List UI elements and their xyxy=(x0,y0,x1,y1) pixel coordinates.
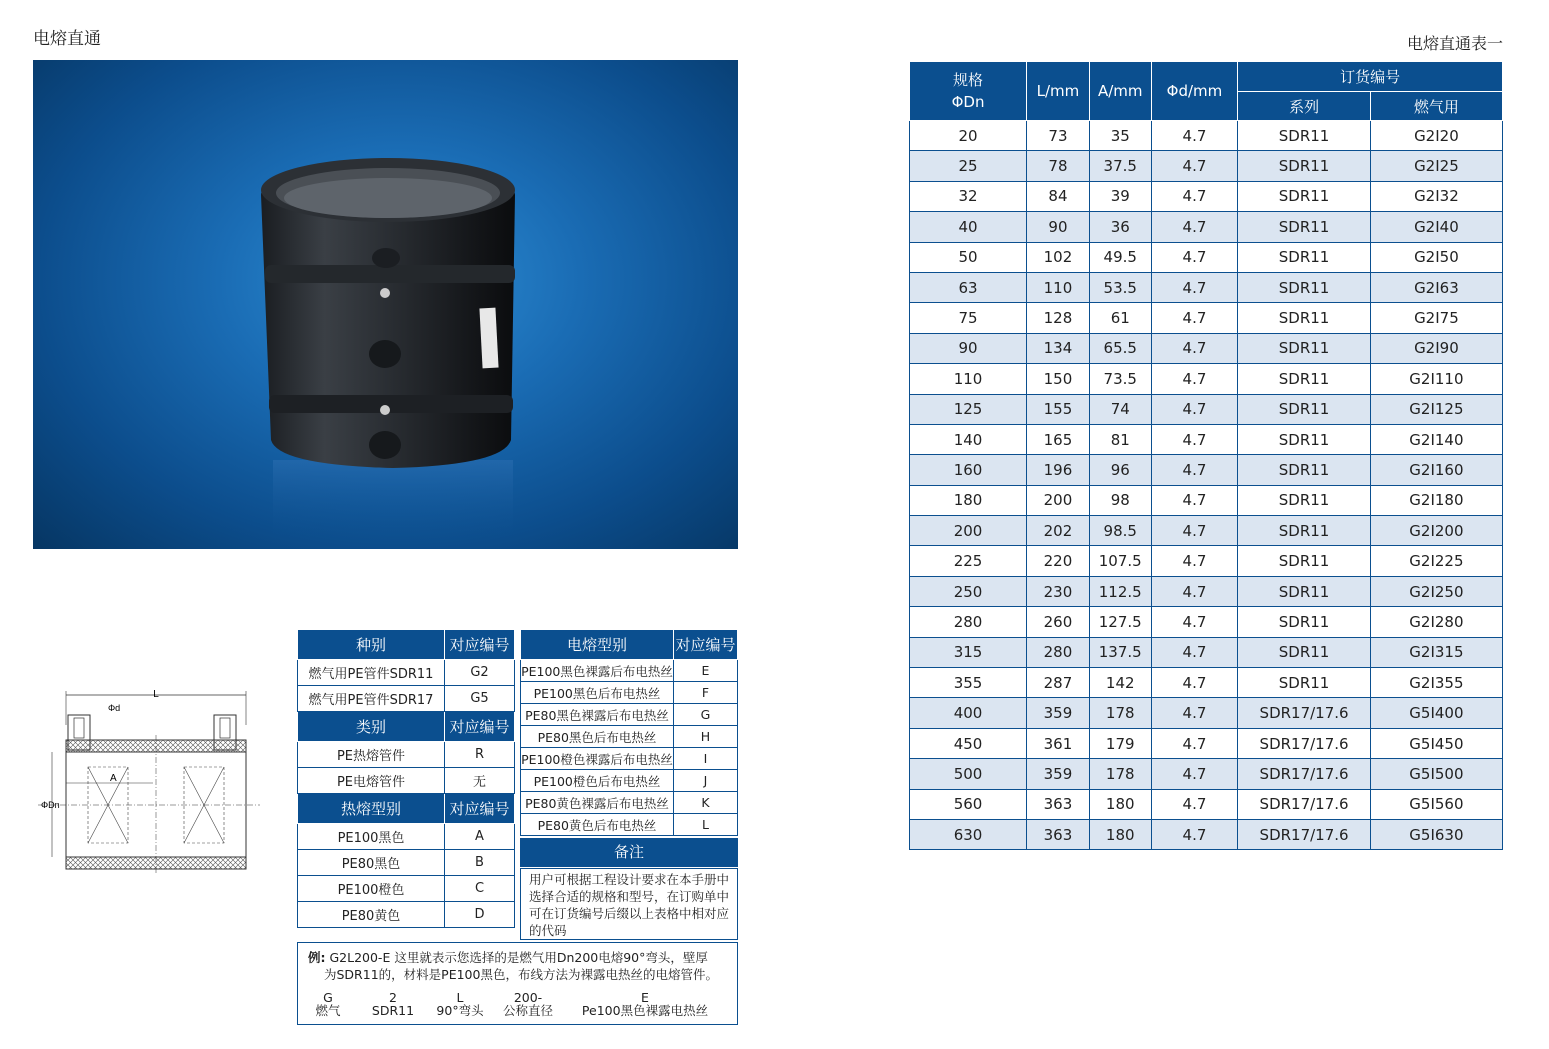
example-box xyxy=(297,942,738,1025)
header-dn xyxy=(910,62,1027,121)
cell-d: 4.7 xyxy=(1151,485,1238,515)
cell-dn: 20 xyxy=(910,121,1027,151)
cell-d: 4.7 xyxy=(1151,212,1238,242)
table-row xyxy=(910,242,1503,272)
table-row xyxy=(910,333,1503,363)
kind-row-label: 燃气用PE管件SDR17 xyxy=(298,686,445,712)
note-text: 用户可根据工程设计要求在本手册中选择合适的规格和型号，在订购单中可在订货编号后缀以上表格中相对应的代码 xyxy=(520,868,738,940)
electro-row-code: F xyxy=(674,682,738,704)
example-part-meaning: Pe100黑色裸露电热丝 xyxy=(581,1003,709,1018)
cell-gas: G2I20 xyxy=(1370,121,1502,151)
cell-d: 4.7 xyxy=(1151,333,1238,363)
type-code-table xyxy=(297,629,515,928)
cell-a: 36 xyxy=(1089,212,1151,242)
cell-series: SDR17/17.6 xyxy=(1238,728,1371,758)
cell-gas: G2I25 xyxy=(1370,151,1502,181)
category-row-label: PE热熔管件 xyxy=(298,742,445,768)
cell-l: 84 xyxy=(1027,181,1090,211)
cell-a: 96 xyxy=(1089,455,1151,485)
cell-series: SDR11 xyxy=(1238,272,1371,302)
hot-rows xyxy=(298,824,515,928)
cell-d: 4.7 xyxy=(1151,303,1238,333)
cell-dn: 160 xyxy=(910,455,1027,485)
cell-gas: G2I280 xyxy=(1370,607,1502,637)
table-row xyxy=(910,698,1503,728)
cell-dn: 250 xyxy=(910,576,1027,606)
cell-l: 128 xyxy=(1027,303,1090,333)
cell-series: SDR11 xyxy=(1238,424,1371,454)
table-row xyxy=(910,485,1503,515)
hot-row xyxy=(298,824,515,850)
kind-row xyxy=(298,686,515,712)
cell-gas: G2I180 xyxy=(1370,485,1502,515)
cell-l: 280 xyxy=(1027,637,1090,667)
table-row xyxy=(910,728,1503,758)
example-part-meaning: 90°弯头 xyxy=(436,1003,484,1018)
spec-table-body xyxy=(910,121,1503,850)
cell-gas: G2I160 xyxy=(1370,455,1502,485)
cell-l: 363 xyxy=(1027,789,1090,819)
header-a: A/mm xyxy=(1089,62,1151,121)
cell-gas: G5I560 xyxy=(1370,789,1502,819)
cell-d: 4.7 xyxy=(1151,607,1238,637)
cell-l: 102 xyxy=(1027,242,1090,272)
cell-d: 4.7 xyxy=(1151,181,1238,211)
table-title: 电熔直通表一 xyxy=(1406,34,1503,53)
table-row xyxy=(910,759,1503,789)
cell-gas: G2I75 xyxy=(1370,303,1502,333)
cell-dn: 75 xyxy=(910,303,1027,333)
electro-row-label: PE100橙色后布电热丝 xyxy=(521,770,674,792)
table-row xyxy=(910,516,1503,546)
cell-l: 200 xyxy=(1027,485,1090,515)
cell-gas: G2I50 xyxy=(1370,242,1502,272)
cell-series: SDR17/17.6 xyxy=(1238,698,1371,728)
header-l: L/mm xyxy=(1027,62,1090,121)
electro-row-code: L xyxy=(674,814,738,836)
category-rows xyxy=(298,742,515,794)
hot-row-label: PE80黄色 xyxy=(298,902,445,928)
table-row xyxy=(910,637,1503,667)
kind-rows xyxy=(298,660,515,712)
cell-l: 361 xyxy=(1027,728,1090,758)
cell-gas: G2I140 xyxy=(1370,424,1502,454)
hot-row xyxy=(298,902,515,928)
header-electro: 电熔型别 xyxy=(521,630,674,660)
cell-gas: G2I125 xyxy=(1370,394,1502,424)
electro-row-label: PE80黑色后布电热丝 xyxy=(521,726,674,748)
hot-row-label: PE100黑色 xyxy=(298,824,445,850)
cell-dn: 225 xyxy=(910,546,1027,576)
cell-gas: G2I200 xyxy=(1370,516,1502,546)
header-electro-code: 对应编号 xyxy=(674,630,738,660)
header-hot-code: 对应编号 xyxy=(445,794,515,824)
example-part-code: E xyxy=(641,990,649,1005)
cell-d: 4.7 xyxy=(1151,151,1238,181)
cell-series: SDR11 xyxy=(1238,607,1371,637)
table-row xyxy=(910,576,1503,606)
header-order: 订货编号 xyxy=(1238,62,1503,92)
hot-row-label: PE100橙色 xyxy=(298,876,445,902)
electro-row xyxy=(521,726,738,748)
electro-row-label: PE100黑色裸露后布电热丝 xyxy=(521,660,674,682)
cell-l: 90 xyxy=(1027,212,1090,242)
cell-a: 65.5 xyxy=(1089,333,1151,363)
cell-d: 4.7 xyxy=(1151,789,1238,819)
hot-row-code: C xyxy=(445,876,515,902)
cell-l: 73 xyxy=(1027,121,1090,151)
electro-row xyxy=(521,770,738,792)
cell-series: SDR11 xyxy=(1238,546,1371,576)
electro-row-label: PE100黑色后布电热丝 xyxy=(521,682,674,704)
cell-dn: 50 xyxy=(910,242,1027,272)
cell-dn: 180 xyxy=(910,485,1027,515)
electro-row-code: K xyxy=(674,792,738,814)
cell-a: 35 xyxy=(1089,121,1151,151)
table-row xyxy=(910,151,1503,181)
hot-row-label: PE80黑色 xyxy=(298,850,445,876)
coupler-drawing xyxy=(38,685,260,875)
cell-dn: 315 xyxy=(910,637,1027,667)
kind-row xyxy=(298,660,515,686)
cell-l: 196 xyxy=(1027,455,1090,485)
table-row xyxy=(910,424,1503,454)
table-row xyxy=(910,668,1503,698)
cell-d: 4.7 xyxy=(1151,759,1238,789)
cell-d: 4.7 xyxy=(1151,546,1238,576)
hot-row-code: A xyxy=(445,824,515,850)
cell-dn: 630 xyxy=(910,819,1027,849)
cell-d: 4.7 xyxy=(1151,698,1238,728)
cell-a: 39 xyxy=(1089,181,1151,211)
electro-code-table xyxy=(520,629,738,836)
example-line1-text: G2L200-E 这里就表示您选择的是燃气用Dn200电熔90°弯头，壁厚 xyxy=(325,950,708,965)
cell-a: 142 xyxy=(1089,668,1151,698)
example-part-meaning: SDR11 xyxy=(371,1003,415,1018)
cell-series: SDR11 xyxy=(1238,668,1371,698)
category-row xyxy=(298,768,515,794)
cell-l: 155 xyxy=(1027,394,1090,424)
example-line1 xyxy=(308,949,731,966)
cell-l: 363 xyxy=(1027,819,1090,849)
electro-row xyxy=(521,792,738,814)
electro-row-label: PE80黄色裸露后布电热丝 xyxy=(521,792,674,814)
cell-d: 4.7 xyxy=(1151,272,1238,302)
cell-l: 134 xyxy=(1027,333,1090,363)
example-part-code: 200- xyxy=(513,990,543,1005)
cell-series: SDR11 xyxy=(1238,485,1371,515)
electro-row xyxy=(521,704,738,726)
cell-a: 107.5 xyxy=(1089,546,1151,576)
product-photo xyxy=(33,60,738,549)
cell-a: 73.5 xyxy=(1089,364,1151,394)
example-part-code: L xyxy=(456,990,464,1005)
table-row xyxy=(910,607,1503,637)
cell-series: SDR17/17.6 xyxy=(1238,759,1371,789)
label-l: L xyxy=(153,689,159,700)
cell-l: 220 xyxy=(1027,546,1090,576)
cell-series: SDR17/17.6 xyxy=(1238,819,1371,849)
example-line2: 为SDR11的，材料是PE100黑色，布线方法为裸露电热丝的电熔管件。 xyxy=(324,967,718,982)
category-row xyxy=(298,742,515,768)
cell-l: 359 xyxy=(1027,698,1090,728)
cell-gas: G5I400 xyxy=(1370,698,1502,728)
cell-d: 4.7 xyxy=(1151,819,1238,849)
table-row xyxy=(910,303,1503,333)
cell-dn: 500 xyxy=(910,759,1027,789)
hot-row xyxy=(298,876,515,902)
cell-gas: G2I32 xyxy=(1370,181,1502,211)
electro-row xyxy=(521,814,738,836)
hot-row-code: D xyxy=(445,902,515,928)
example-part xyxy=(430,991,490,1017)
cell-a: 98 xyxy=(1089,485,1151,515)
cell-a: 180 xyxy=(1089,819,1151,849)
cell-dn: 32 xyxy=(910,181,1027,211)
cell-series: SDR11 xyxy=(1238,364,1371,394)
electro-row xyxy=(521,660,738,682)
header-dn-line2: ΦDn xyxy=(951,93,985,111)
cell-a: 178 xyxy=(1089,759,1151,789)
cell-a: 112.5 xyxy=(1089,576,1151,606)
cell-series: SDR11 xyxy=(1238,637,1371,667)
cell-l: 78 xyxy=(1027,151,1090,181)
electro-row-label: PE80黄色后布电热丝 xyxy=(521,814,674,836)
cell-series: SDR11 xyxy=(1238,151,1371,181)
cell-a: 137.5 xyxy=(1089,637,1151,667)
cell-series: SDR11 xyxy=(1238,212,1371,242)
cell-dn: 63 xyxy=(910,272,1027,302)
label-a: A xyxy=(110,773,117,784)
cell-d: 4.7 xyxy=(1151,242,1238,272)
cell-dn: 400 xyxy=(910,698,1027,728)
cell-d: 4.7 xyxy=(1151,424,1238,454)
hot-row xyxy=(298,850,515,876)
category-row-label: PE电熔管件 xyxy=(298,768,445,794)
header-kind: 种别 xyxy=(298,630,445,660)
cell-gas: G2I90 xyxy=(1370,333,1502,363)
example-part xyxy=(368,991,418,1017)
header-series: 系列 xyxy=(1238,92,1371,121)
cell-d: 4.7 xyxy=(1151,516,1238,546)
cell-series: SDR11 xyxy=(1238,181,1371,211)
cell-series: SDR11 xyxy=(1238,333,1371,363)
cell-l: 359 xyxy=(1027,759,1090,789)
label-d: Φd xyxy=(108,703,121,713)
cell-series: SDR11 xyxy=(1238,455,1371,485)
header-hot: 热熔型别 xyxy=(298,794,445,824)
cell-dn: 110 xyxy=(910,364,1027,394)
cell-dn: 125 xyxy=(910,394,1027,424)
kind-row-code: G5 xyxy=(445,686,515,712)
table-row xyxy=(910,121,1503,151)
cell-series: SDR11 xyxy=(1238,242,1371,272)
header-dn-line1: 规格 xyxy=(953,71,984,89)
cell-dn: 90 xyxy=(910,333,1027,363)
cell-d: 4.7 xyxy=(1151,455,1238,485)
cell-a: 37.5 xyxy=(1089,151,1151,181)
example-part xyxy=(308,991,348,1017)
electro-row-code: E xyxy=(674,660,738,682)
cell-series: SDR11 xyxy=(1238,576,1371,606)
coupler-image xyxy=(33,60,738,549)
cell-gas: G5I630 xyxy=(1370,819,1502,849)
header-category: 类别 xyxy=(298,712,445,742)
cell-d: 4.7 xyxy=(1151,668,1238,698)
electro-row-label: PE100橙色裸露后布电热丝 xyxy=(521,748,674,770)
cell-l: 150 xyxy=(1027,364,1090,394)
cell-d: 4.7 xyxy=(1151,576,1238,606)
header-category-code: 对应编号 xyxy=(445,712,515,742)
cell-series: SDR11 xyxy=(1238,516,1371,546)
cell-gas: G5I500 xyxy=(1370,759,1502,789)
cell-gas: G2I315 xyxy=(1370,637,1502,667)
kind-row-code: G2 xyxy=(445,660,515,686)
table-row xyxy=(910,546,1503,576)
cell-dn: 25 xyxy=(910,151,1027,181)
table-row xyxy=(910,789,1503,819)
header-kind-code: 对应编号 xyxy=(445,630,515,660)
example-part xyxy=(498,991,558,1017)
table-row xyxy=(910,394,1503,424)
cell-a: 180 xyxy=(1089,789,1151,819)
electro-row-code: H xyxy=(674,726,738,748)
cell-dn: 140 xyxy=(910,424,1027,454)
electro-row-code: J xyxy=(674,770,738,792)
cell-dn: 560 xyxy=(910,789,1027,819)
example-part-code: G xyxy=(323,990,333,1005)
cell-series: SDR11 xyxy=(1238,121,1371,151)
cell-l: 260 xyxy=(1027,607,1090,637)
cell-a: 179 xyxy=(1089,728,1151,758)
cell-series: SDR11 xyxy=(1238,303,1371,333)
cell-l: 165 xyxy=(1027,424,1090,454)
electro-row-label: PE80黑色裸露后布电热丝 xyxy=(521,704,674,726)
hot-row-code: B xyxy=(445,850,515,876)
cell-d: 4.7 xyxy=(1151,394,1238,424)
cell-d: 4.7 xyxy=(1151,121,1238,151)
table-row xyxy=(910,364,1503,394)
spec-table xyxy=(909,61,1503,850)
table-row xyxy=(910,212,1503,242)
cell-a: 98.5 xyxy=(1089,516,1151,546)
cell-dn: 355 xyxy=(910,668,1027,698)
cell-l: 202 xyxy=(1027,516,1090,546)
cell-a: 49.5 xyxy=(1089,242,1151,272)
cell-dn: 200 xyxy=(910,516,1027,546)
cell-l: 287 xyxy=(1027,668,1090,698)
example-part-meaning: 燃气 xyxy=(315,1003,341,1018)
electro-row xyxy=(521,682,738,704)
cell-gas: G2I355 xyxy=(1370,668,1502,698)
cell-d: 4.7 xyxy=(1151,637,1238,667)
table-row xyxy=(910,272,1503,302)
category-row-code: R xyxy=(445,742,515,768)
cell-a: 81 xyxy=(1089,424,1151,454)
kind-row-label: 燃气用PE管件SDR11 xyxy=(298,660,445,686)
header-d: Φd/mm xyxy=(1151,62,1238,121)
cell-series: SDR11 xyxy=(1238,394,1371,424)
example-part xyxy=(570,991,720,1017)
cell-dn: 280 xyxy=(910,607,1027,637)
header-gas: 燃气用 xyxy=(1370,92,1502,121)
cell-l: 110 xyxy=(1027,272,1090,302)
category-row-code: 无 xyxy=(445,768,515,794)
cell-gas: G2I63 xyxy=(1370,272,1502,302)
cell-gas: G2I225 xyxy=(1370,546,1502,576)
electro-row-code: I xyxy=(674,748,738,770)
electro-row xyxy=(521,748,738,770)
example-label: 例: xyxy=(308,950,326,965)
table-row xyxy=(910,819,1503,849)
label-dn: ΦDn xyxy=(41,800,60,810)
cell-a: 127.5 xyxy=(1089,607,1151,637)
cell-gas: G2I40 xyxy=(1370,212,1502,242)
cell-d: 4.7 xyxy=(1151,728,1238,758)
table-row xyxy=(910,455,1503,485)
electro-rows xyxy=(521,660,738,836)
cell-gas: G2I250 xyxy=(1370,576,1502,606)
cell-a: 53.5 xyxy=(1089,272,1151,302)
electro-row-code: G xyxy=(674,704,738,726)
cell-series: SDR17/17.6 xyxy=(1238,789,1371,819)
example-part-meaning: 公称直径 xyxy=(502,1003,553,1018)
cell-a: 74 xyxy=(1089,394,1151,424)
cell-a: 61 xyxy=(1089,303,1151,333)
cell-l: 230 xyxy=(1027,576,1090,606)
cell-dn: 450 xyxy=(910,728,1027,758)
cell-d: 4.7 xyxy=(1151,364,1238,394)
cell-gas: G2I110 xyxy=(1370,364,1502,394)
table-row xyxy=(910,181,1503,211)
cell-dn: 40 xyxy=(910,212,1027,242)
page-title: 电熔直通 xyxy=(33,29,101,49)
cell-a: 178 xyxy=(1089,698,1151,728)
note-header: 备注 xyxy=(520,838,738,867)
example-part-code: 2 xyxy=(389,990,397,1005)
cell-gas: G5I450 xyxy=(1370,728,1502,758)
